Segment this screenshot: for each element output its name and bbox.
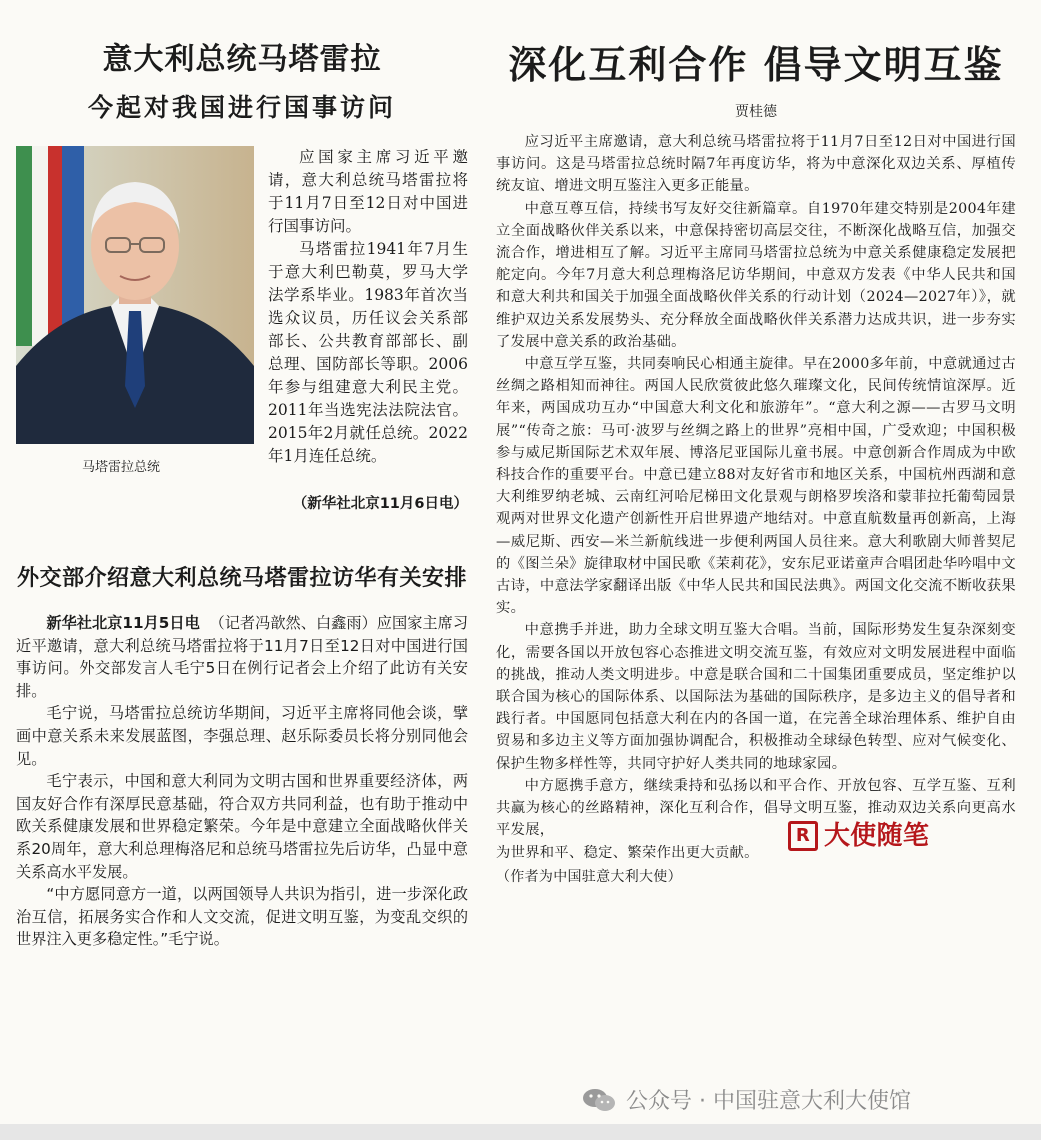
article3-closing [496,775,1016,888]
article3-closing-paragraph: 中方愿携手意方，继续秉持和弘扬以和平合作、开放包容、互学互鉴、互利共赢为核心的丝路精神，深化互利合作，倡导文明互鉴，推动双边关系向更高水平发展， [496,777,1016,839]
portrait-illustration [16,146,254,444]
article1-dateline: （新华社北京11月6日电） [292,496,468,512]
article2-paragraph: 毛宁表示，中国和意大利同为文明古国和世界重要经济体，两国友好合作有深厚民意基础，符合双方共同利益，也有助于推动中欧关系健康发展和世界稳定繁荣。今年是中意建立全面战略伙伴关系20周年，意大利总理梅洛尼和总统马塔雷拉先后访华，凸显中意关系高水平发展。 [16,772,468,881]
left-column [16,34,468,951]
bottom-band [0,1124,1041,1140]
column-badge-text: 大使随笔 [824,820,930,851]
article3-body [496,131,1016,888]
author-note: （作者为中国驻意大利大使） [496,868,682,885]
article3-headline: 深化互利合作 倡导文明互鉴 [508,43,1004,87]
article3-paragraph: 中意携手并进，助力全球文明互鉴大合唱。当前，国际形势发生复杂深刻变化，需要各国以开放包容心态推进文明交流互鉴，有效应对文明发展进程中面临的挑战，推动人类文明进步。中意是联合国和二十国集团重要成员，坚定维护以联合国为核心的国际体系、以国际法为基础的国际秩序，是多边主义的倡导者和践行者。中国愿同包括意大利在内的各国一道，在完善全球治理体系、维护自由贸易和多边主义等方面加强协调配合，积极推动全球绿色转型、应对气候变化、保护生物多样性等，共同守护好人类共同的地球家园。 [496,622,1016,772]
article2-lead [16,612,468,702]
president-photo [16,146,254,444]
article1-subheadline: 今起对我国进行国事访问 [87,93,396,122]
article2-paragraph: “中方愿同意方一道，以两国领导人共识为指引，进一步深化政治互信，拓展务实合作和人文交流，促进文明互鉴，为变乱交织的世界注入更多稳定性。”毛宁说。 [16,885,468,949]
article2-headline: 外交部介绍意大利总统马塔雷拉访华有关安排 [16,565,467,591]
column-badge [788,821,929,851]
article1-paragraph: 马塔雷拉1941年7月生于意大利巴勒莫，罗马大学法学系毕业。1983年首次当选众议员，历任议会关系部部长、公共教育部部长、副总理、国防部长等职。2006年参与组建意大利民主党。2011年当选宪法法院法官。2015年2月就任总统。2022年1月连任总统。 [268,240,468,465]
article3-paragraph: 中意互尊互信，持续书写友好交往新篇章。自1970年建交特别是2004年建立全面战略伙伴关系以来，中意保持密切高层交往，不断深化战略互信，加强交流合作，增进相互了解。习近平主席同马塔雷拉总统为中意关系健康稳定发展把舵定向。今年7月意大利总理梅洛尼访华期间，中意双方发表《中华人民共和国和意大利共和国关于加强全面战略伙伴关系的行动计划（2024—2027年）》，就维护双边关系发展势头、充分释放全面战略伙伴关系潜力达成共识，进一步夯实了发展中意关系的政治基础。 [496,200,1016,350]
article1-body [16,146,468,513]
wechat-icon [582,1087,616,1113]
article2-dateline: 新华社北京11月5日电 [46,614,200,632]
photo-caption: 马塔雷拉总统 [82,460,161,475]
article3-closing-end: 为世界和平、稳定、繁荣作出更大贡献。 [496,844,759,861]
article2-paragraph: 毛宁说，马塔雷拉总统访华期间，习近平主席将同他会谈，擘画中意关系未来发展蓝图，李强总理、赵乐际委员长将分别同他会见。 [16,704,468,768]
article2-body [16,612,468,951]
column-logo-icon: R [788,821,818,851]
watermark-text: 公众号 · 中国驻意大利大使馆 [626,1089,911,1114]
right-column [496,34,1016,888]
article3-paragraph: 应习近平主席邀请，意大利总统马塔雷拉将于11月7日至12日对中国进行国事访问。这是马塔雷拉总统时隔7年再度访华，将为中意深化双边关系、厚植传统友谊、增进文明互鉴注入更多正能量。 [496,134,1016,195]
article1-headline: 意大利总统马塔雷拉 [102,42,382,77]
article1-paragraph: 应国家主席习近平邀请，意大利总统马塔雷拉将于11月7日至12日对中国进行国事访问。 [268,148,468,235]
article2-lead-text: （记者冯歆然、白鑫雨）应国家主席习近平邀请，意大利总统马塔雷拉将于11月7日至12日对中国进行国事访问。外交部发言人毛宁5日在例行记者会上介绍了此访有关安排。 [16,614,469,700]
wechat-watermark [582,1084,911,1115]
article3-paragraph: 中意互学互鉴，共同奏响民心相通主旋律。早在2000多年前，中意就通过古丝绸之路相知而神往。两国人民欣赏彼此悠久璀璨文化，民间传统情谊深厚。近年来，两国成功互办“中国意大利文化和旅游年”。“意大利之源——古罗马文明展”“传奇之旅：马可·波罗与丝绸之路上的世界”亮相中国，广受欢迎；中国积极参与威尼斯国际艺术双年展、博洛尼亚国际儿童书展。中意创新合作周成为中欧科技合作的重要平台。中意已建立88对友好省市和地区关系，中国杭州西湖和意大利维罗纳老城、云南红河哈尼梯田文化景观与朗格罗埃洛和蒙菲拉托葡萄园景观两对世界文化遗产创新性开启世界遗产地结对。中意直航数量再创新高，上海—威尼斯、西安—米兰新航线进一步便利两国人员往来。意大利歌剧大师普契尼的《图兰朵》旋律取材中国民歌《茉莉花》，安东尼亚诺童声合唱团赴华吟唱中文古诗，中意法学家翻译出版《中华人民共和国民法典》。两国文化交流不断收获果实。 [496,356,1016,617]
article3-author: 贾桂德 [735,104,777,120]
